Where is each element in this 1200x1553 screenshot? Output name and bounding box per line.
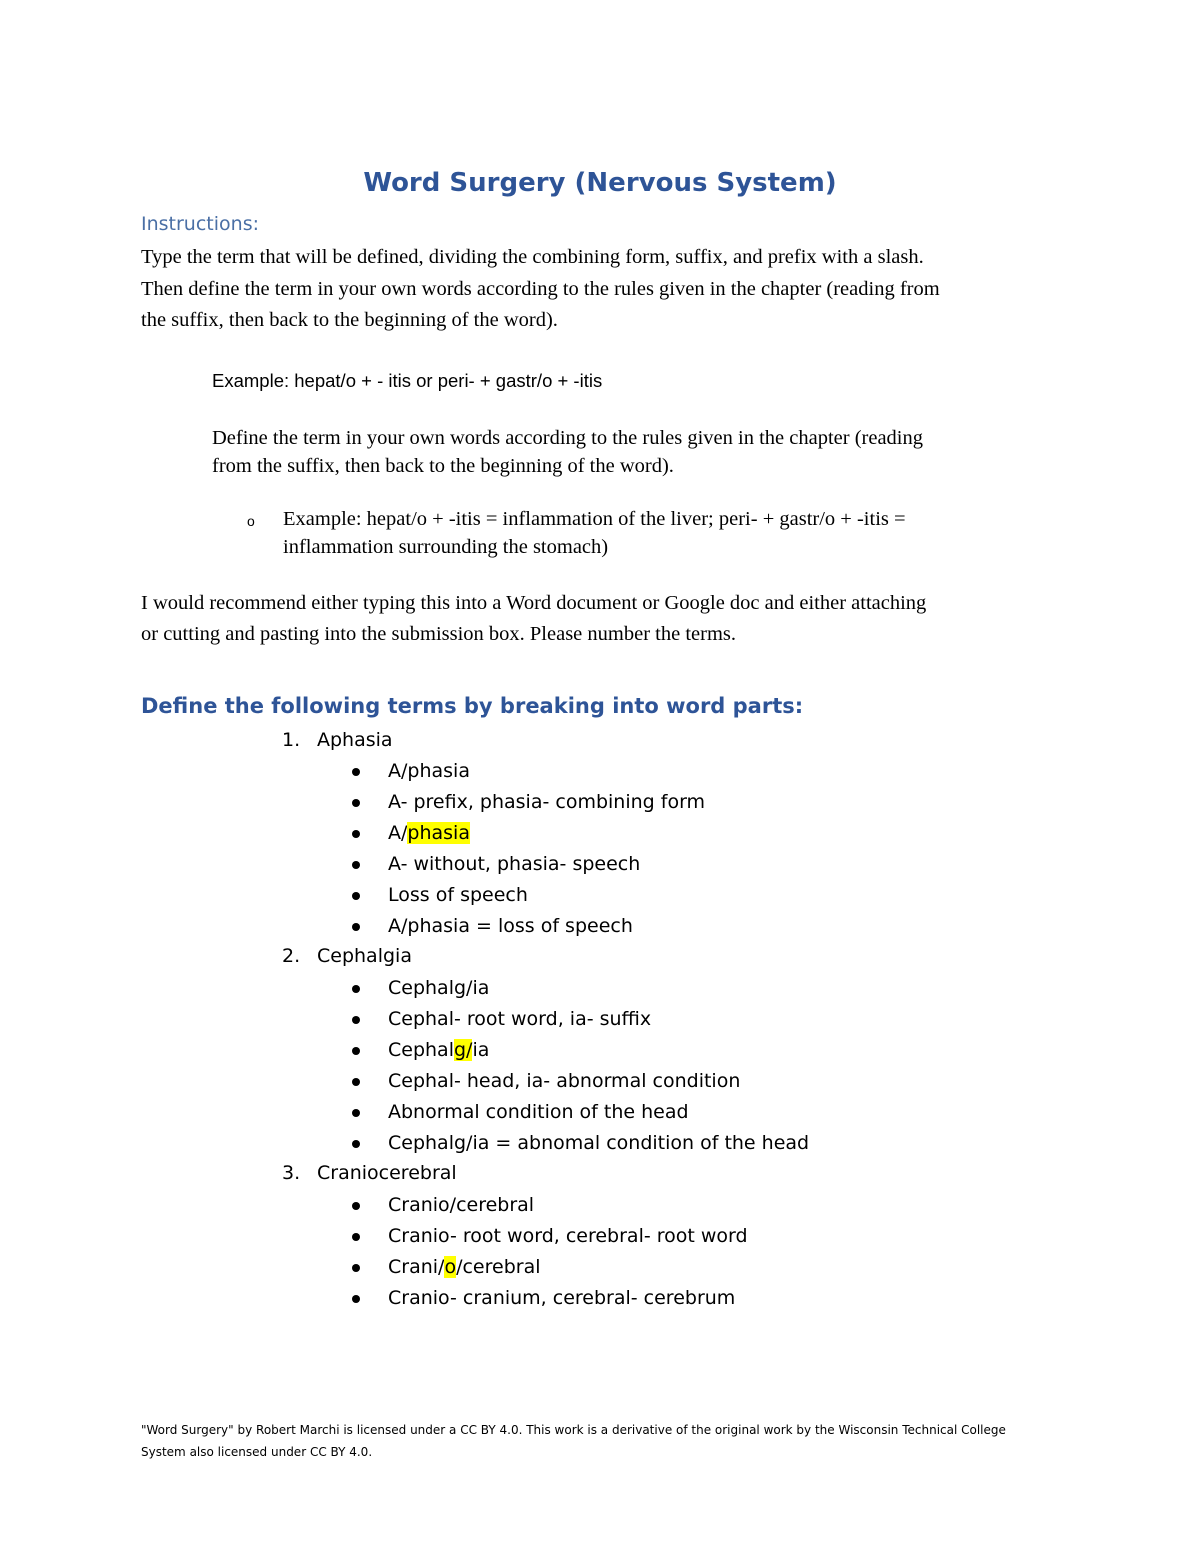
highlighted-text: o	[444, 1256, 457, 1278]
bullet-item-highlighted	[388, 1256, 541, 1278]
define-line-2: from the suffix, then back to the beginning of the word).	[212, 455, 674, 477]
bullet-item: Cephal- root word, ia- suffix	[388, 1008, 652, 1030]
bullet-icon	[352, 1109, 360, 1117]
bullet-icon	[352, 1233, 360, 1241]
footer-line-2: System also licensed under CC BY 4.0.	[141, 1445, 373, 1459]
instructions-line-3: the suffix, then back to the beginning of the word).	[141, 309, 558, 331]
example2-line-2: inflammation surrounding the stomach)	[283, 536, 609, 558]
bullet-item: Cephal- head, ia- abnormal condition	[388, 1070, 741, 1092]
bullet-icon	[352, 1047, 360, 1055]
recommend-line-1: I would recommend either typing this into a Word document or Google doc and either attaching	[141, 592, 927, 614]
bullet-item-highlighted	[388, 1039, 489, 1061]
bullet-item: Cranio/cerebral	[388, 1194, 535, 1216]
term-name: Cephalgia	[317, 945, 412, 967]
bullet-icon	[352, 861, 360, 869]
example2-line-1: Example: hepat/o + -itis = inflammation of the liver; peri- + gastr/o + -itis =	[283, 508, 906, 530]
bullet-item: A- without, phasia- speech	[388, 853, 641, 875]
highlighted-text: phasia	[407, 822, 470, 844]
bullet-item: A/phasia	[388, 760, 470, 782]
instructions-heading: Instructions:	[141, 213, 259, 235]
bullet-icon	[352, 1202, 360, 1210]
bullet-item-highlighted	[388, 822, 470, 844]
sub-bullet-marker: o	[247, 513, 255, 529]
term-number: 2.	[282, 945, 301, 967]
bullet-icon	[352, 1264, 360, 1272]
bullet-item: Cephalg/ia = abnomal condition of the head	[388, 1132, 810, 1154]
bullet-item: Cranio- cranium, cerebral- cerebrum	[388, 1287, 736, 1309]
bullet-text-post: ia	[472, 1039, 490, 1061]
bullet-item: A- prefix, phasia- combining form	[388, 791, 706, 813]
recommend-line-2: or cutting and pasting into the submission box. Please number the terms.	[141, 623, 736, 645]
bullet-icon	[352, 1140, 360, 1148]
bullet-item: Cephalg/ia	[388, 977, 490, 999]
bullet-item: A/phasia = loss of speech	[388, 915, 633, 937]
bullet-text-post: /cerebral	[456, 1256, 541, 1278]
bullet-icon	[352, 985, 360, 993]
bullet-item: Cranio- root word, cerebral- root word	[388, 1225, 748, 1247]
instructions-line-2: Then define the term in your own words according to the rules given in the chapter (reading from	[141, 278, 940, 300]
bullet-text-pre: A/	[388, 822, 408, 844]
example-line: Example: hepat/o + - itis or peri- + gastr/o + -itis	[212, 370, 603, 391]
bullet-text-pre: Crani/	[388, 1256, 445, 1278]
bullet-icon	[352, 923, 360, 931]
bullet-icon	[352, 1016, 360, 1024]
term-number: 1.	[282, 729, 301, 751]
term-name: Aphasia	[317, 729, 393, 751]
footer-line-1: "Word Surgery" by Robert Marchi is licensed under a CC BY 4.0. This work is a derivative of the original work by the Wisconsin Technical College	[141, 1423, 1006, 1437]
bullet-icon	[352, 830, 360, 838]
term-name: Craniocerebral	[317, 1162, 457, 1184]
bullet-icon	[352, 1295, 360, 1303]
bullet-icon	[352, 892, 360, 900]
highlighted-text: g/	[453, 1039, 473, 1061]
bullet-text-pre: Cephal	[388, 1039, 454, 1061]
define-line-1: Define the term in your own words according to the rules given in the chapter (reading	[212, 427, 924, 449]
section-heading: Define the following terms by breaking into word parts:	[141, 694, 804, 718]
page-title: Word Surgery (Nervous System)	[363, 168, 837, 198]
bullet-icon	[352, 799, 360, 807]
bullet-icon	[352, 768, 360, 776]
bullet-item: Loss of speech	[388, 884, 528, 906]
instructions-line-1: Type the term that will be defined, dividing the combining form, suffix, and prefix with a slash.	[141, 246, 924, 268]
bullet-item: Abnormal condition of the head	[388, 1101, 689, 1123]
term-number: 3.	[282, 1162, 301, 1184]
bullet-icon	[352, 1078, 360, 1086]
